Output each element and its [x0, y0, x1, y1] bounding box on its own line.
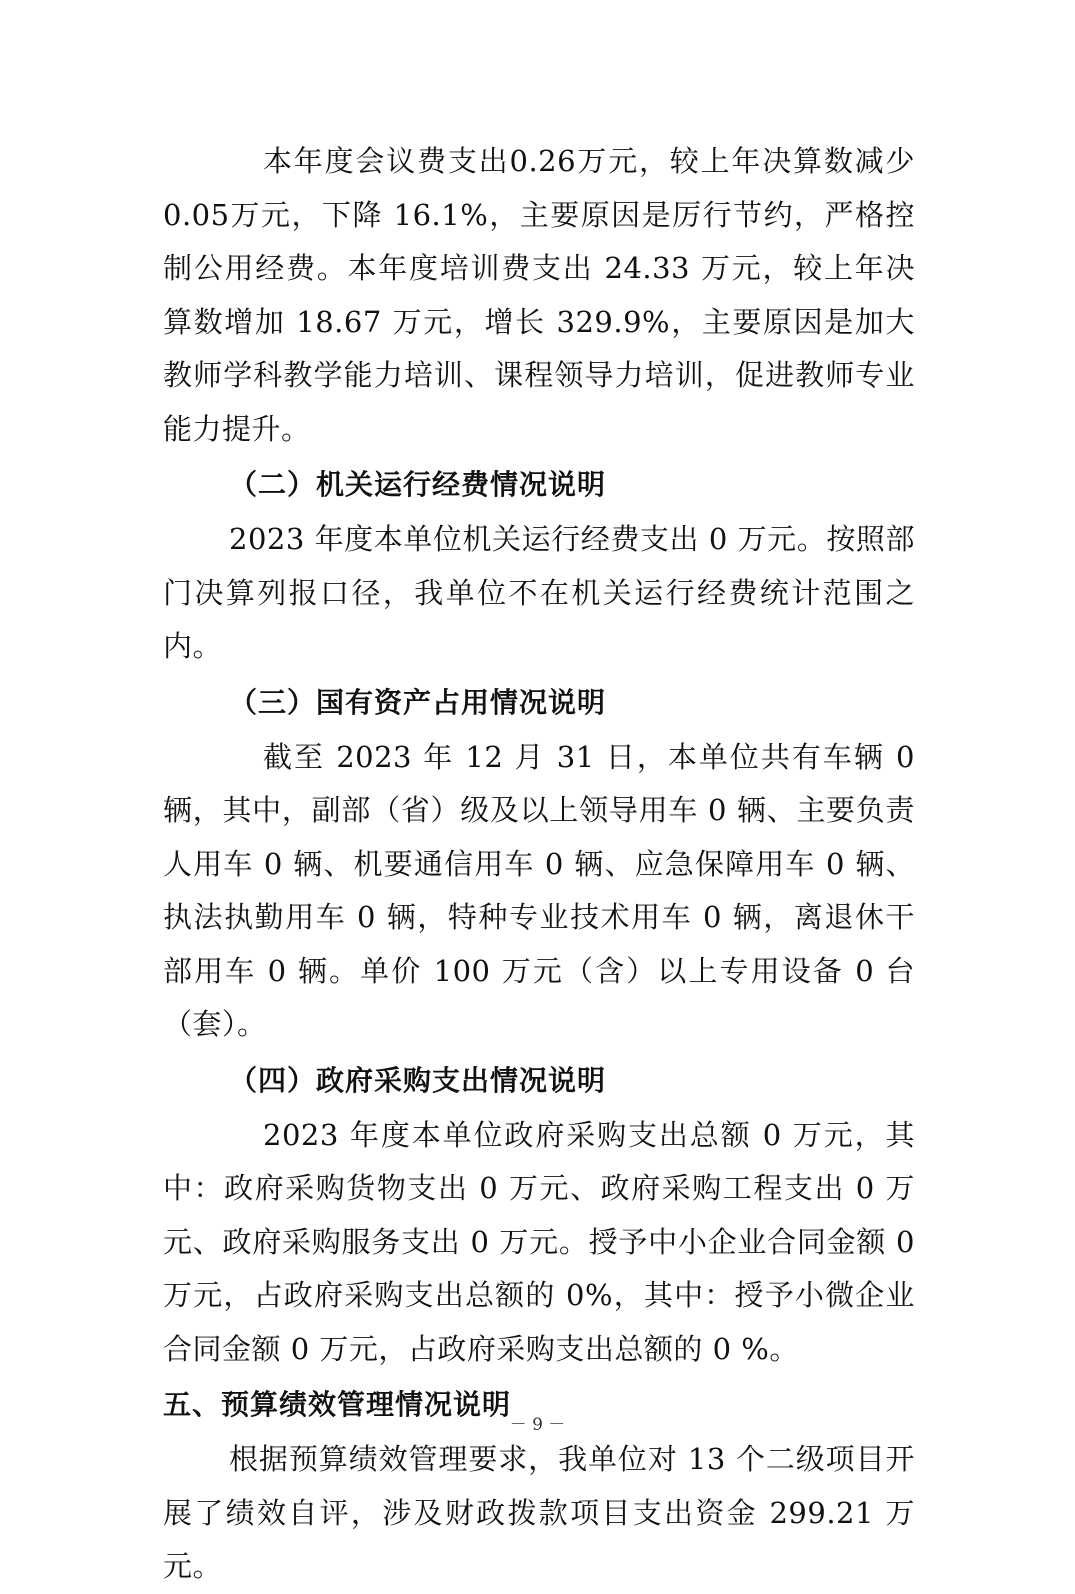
paragraph-operating-expenses: 2023 年度本单位机关运行经费支出 0 万元。按照部门决算列报口径，我单位不在机关运行经费统计范围之内。	[163, 522, 915, 663]
paragraph-government-procurement: 2023 年度本单位政府采购支出总额 0 万元，其中：政府采购货物支出 0 万元、政府采购工程支出 0 万元、政府采购服务支出 0 万元。授予中小企业合同金额 0 万元，占政府采购支出总额的 0%，其中：授予小微企业合同金额 0 万元，占政府采购支出总额的 0 %。	[163, 1117, 915, 1366]
document-body	[163, 135, 915, 1594]
heading-state-assets: （三）国有资产占用情况说明	[229, 685, 607, 719]
paragraph-state-assets: 截至 2023 年 12 月 31 日，本单位共有车辆 0 辆，其中，副部（省）级及以上领导用车 0 辆、主要负责人用车 0 辆、机要通信用车 0 辆、应急保障用车 0 辆、执法执勤用车 0 辆，特种专业技术用车 0 辆，离退休干部用车 0 辆。单价 100 万元（含）以上专用设备 0 台（套）。	[163, 739, 915, 1041]
heading-performance-management: 五、预算绩效管理情况说明	[163, 1388, 512, 1421]
paragraph-performance-management: 根据预算绩效管理要求，我单位对 13 个二级项目开展了绩效自评，涉及财政拨款项目支出资金 299.21 万元。	[163, 1442, 915, 1583]
heading-government-procurement: （四）政府采购支出情况说明	[229, 1063, 607, 1097]
heading-operating-expenses: （二）机关运行经费情况说明	[229, 468, 607, 501]
paragraph-meeting-training-fees: 本年度会议费支出0.26万元，较上年决算数减少0.05万元，下降 16.1%，主要原因是厉行节约，严格控制公用经费。本年度培训费支出 24.33 万元，较上年决算数增加 18.67 万元，增长 329.9%，主要原因是加大教师学科教学能力培训、课程领导力培训，促进教师专业能力提升。	[163, 144, 915, 446]
page-number: － 9 －	[509, 1415, 566, 1435]
